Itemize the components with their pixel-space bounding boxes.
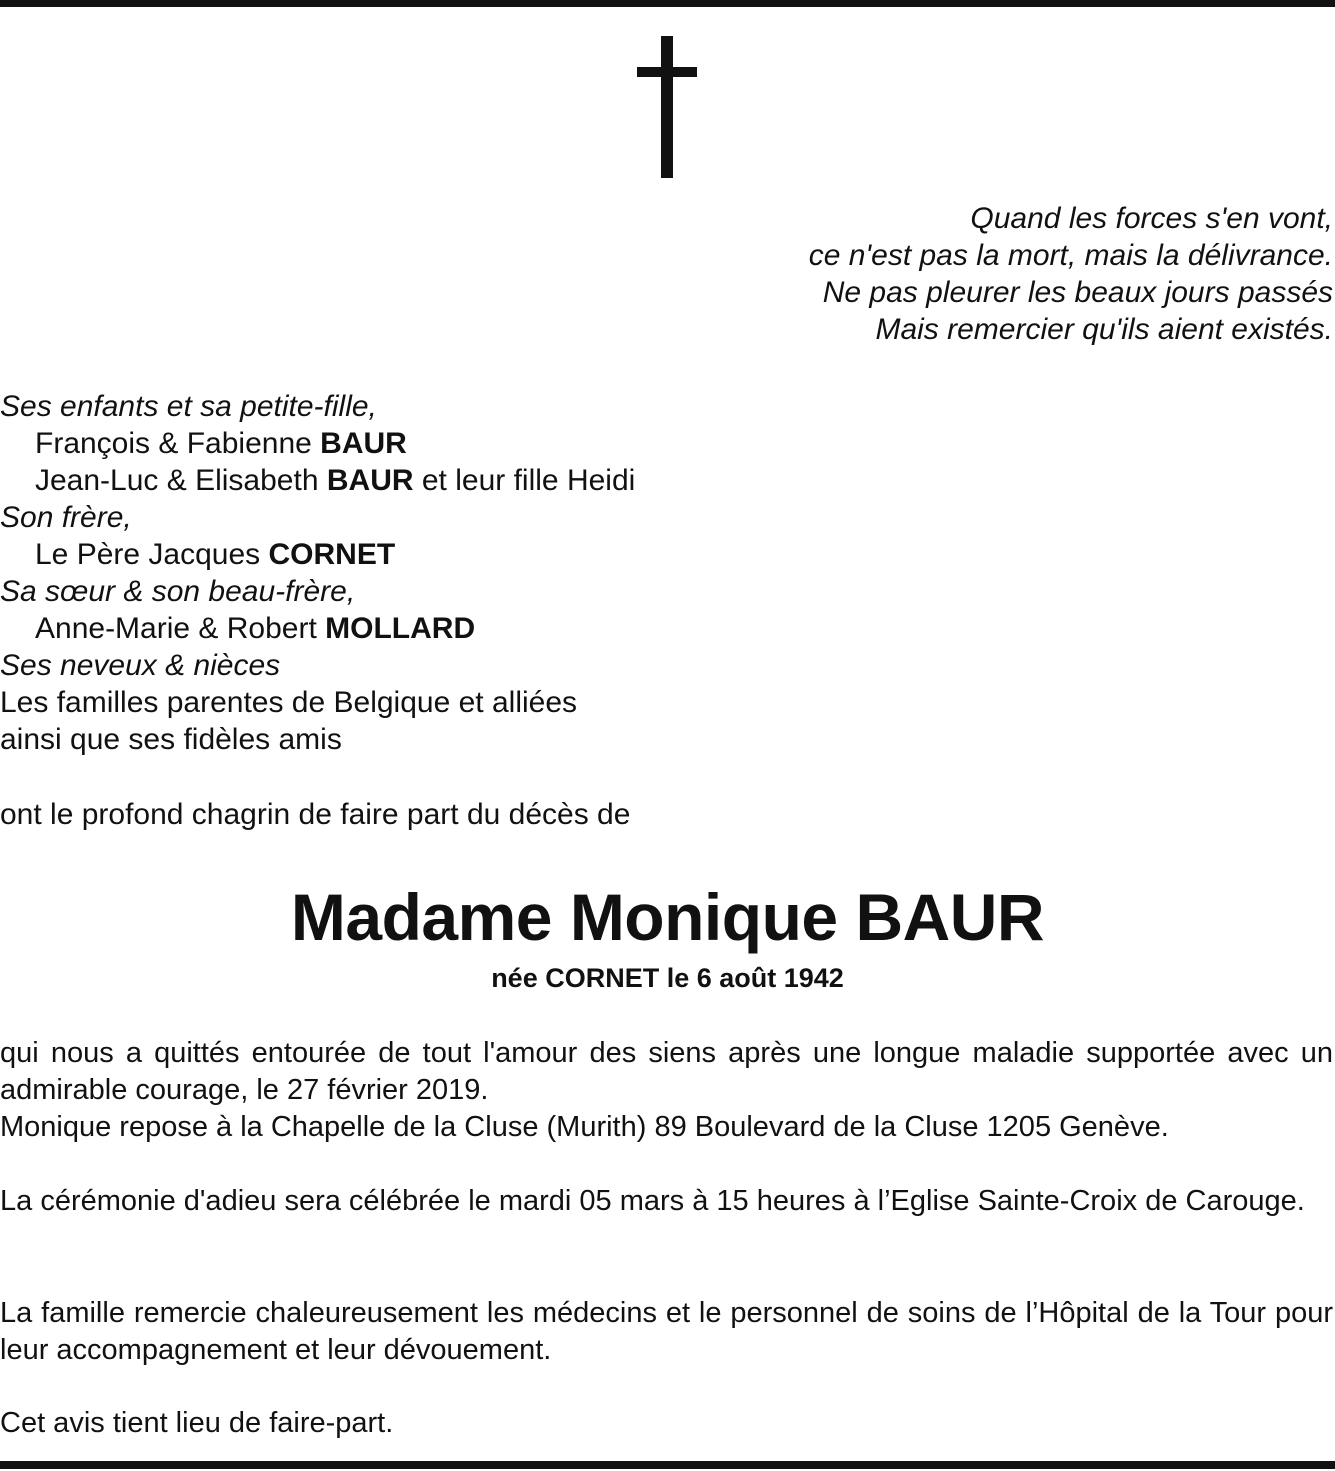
quote-line: Mais remercier qu'ils aient existés.: [875, 313, 1333, 346]
sister-intro: Sa sœur & son beau-frère,: [0, 575, 356, 608]
family-member-line: [0, 536, 1000, 573]
deceased-birth: née CORNET le 6 août 1942: [491, 963, 844, 993]
passing-text: qui nous a quittés entourée de tout l'amour des siens après une longue maladie supportée avec un admirable courage, le 27 février 2019.: [0, 1037, 1333, 1106]
relatives-line: Les familles parentes de Belgique et alliées: [0, 686, 578, 719]
ceremony-paragraph: La cérémonie d'adieu sera célébrée le mardi 05 mars à 15 heures à l’Eglise Sainte-Croix de Carouge.: [0, 1185, 1305, 1217]
notice-paragraph: Cet avis tient lieu de faire-part.: [0, 1407, 394, 1439]
deceased-name: Madame Monique BAUR: [290, 880, 1045, 954]
member-surname: CORNET: [268, 538, 396, 571]
children-intro: Ses enfants et sa petite-fille,: [0, 390, 377, 423]
quote-line: Quand les forces s'en vont,: [970, 202, 1333, 235]
member-suffix: et leur fille Heidi: [421, 464, 636, 497]
member-names: Le Père Jacques: [35, 538, 261, 571]
member-surname: BAUR: [320, 427, 407, 460]
family-list: [0, 388, 1000, 758]
latin-cross-icon: [637, 36, 697, 178]
quote-line: Ne pas pleurer les beaux jours passés: [822, 276, 1333, 309]
member-names: Anne-Marie & Robert: [35, 612, 317, 645]
member-names: François & Fabienne: [35, 427, 312, 460]
top-border-rule: [0, 0, 1335, 7]
family-member-line: [0, 425, 1000, 462]
quote-line: ce n'est pas la mort, mais la délivrance.: [808, 239, 1333, 272]
cross-horizontal-bar: [637, 67, 697, 77]
friends-line: ainsi que ses fidèles amis: [0, 723, 342, 756]
memorial-quote: [633, 200, 1333, 348]
brother-intro: Son frère,: [0, 501, 132, 534]
bottom-border-rule: [0, 1461, 1335, 1469]
family-member-line: [0, 462, 1000, 499]
passing-paragraph: [0, 1035, 1333, 1146]
nephews-line: Ses neveux & nièces: [0, 649, 281, 682]
repose-text: Monique repose à la Chapelle de la Cluse (Murith) 89 Boulevard de la Cluse 1205 Genève.: [0, 1111, 1169, 1143]
announcement-text: ont le profond chagrin de faire part du décès de: [0, 798, 631, 831]
member-names: Jean-Luc & Elisabeth: [35, 464, 319, 497]
member-surname: BAUR: [326, 464, 414, 497]
member-surname: MOLLARD: [325, 612, 476, 645]
family-member-line: [0, 610, 1000, 647]
thanks-paragraph: La famille remercie chaleureusement les médecins et le personnel de soins de l’Hôpital de la Tour pour leur accompagnement et leur dévouement.: [0, 1297, 1333, 1366]
cross-vertical-bar: [661, 36, 673, 178]
